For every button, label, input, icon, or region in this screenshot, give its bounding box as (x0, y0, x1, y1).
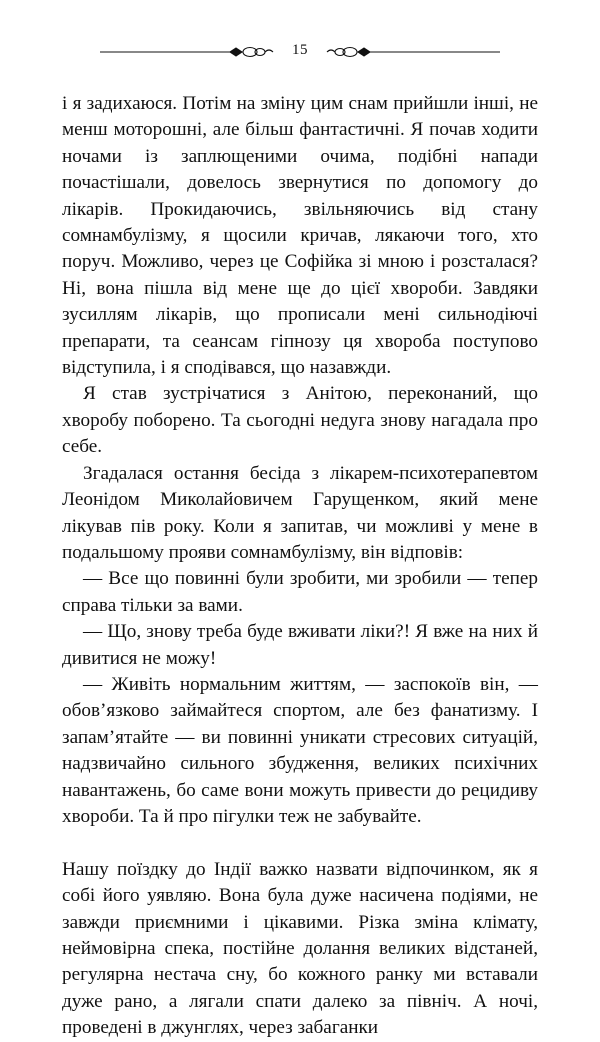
dialogue-line: — Що, знову треба буде вживати ліки?! Я вже на них й дивитися не можу! (62, 621, 538, 669)
page-header (60, 36, 540, 66)
paragraph: Згадалася остання бесіда з лікарем-психотерапевтом Леонідом Миколайовичем Гарущенком, який мене лікував пів року. Коли я запитав, чи можливі у мене в подальшому прояви сомнамбулізму, він відповів: (62, 462, 538, 563)
paragraph: і я задихаюся. Потім на зміну цим снам прийшли інші, не менш моторошні, але більш фантастичні. Я почав ходити ночами із заплющеними очима, подібні напади почастішали, довелось звернутися по допомогу до лікарів. Прокидаючись, звільняючись від стану сомнамбулізму, я щосили кричав, лякаючи того, хто поруч. Можливо, через це Софійка зі мною і розсталася? Ні, вона пішла від мене ще до цієї хвороби. Завдяки зусиллям лікарів, що прописали мені сильнодіючі препарати, та сеансам гіпнозу ця хвороба поступово відступила, і я сподівався, що назавжди. (62, 93, 538, 379)
dialogue-line: — Все що повинні були зробити, ми зробили — тепер справа тільки за вами. (62, 568, 538, 616)
body-text (62, 91, 538, 1042)
paragraph: Я став зустрічатися з Анітою, переконаний, що хворобу поборено. Та сьогодні недуга знову нагадала про себе. (62, 383, 538, 458)
dialogue-line: — Живіть нормальним життям, — заспокоїв він, — обов’язково займайтеся спортом, але без фанатизму. І запам’ятайте — ви повинні уникати стресових ситуацій, надзвичайно сильного збудження, великих психічних навантажень, бо саме вони можуть привести до рецидиву хвороби. Та й про пігулки теж не забувайте. (62, 673, 538, 827)
page-number: 15 (292, 42, 308, 58)
paragraph: Нашу поїздку до Індії важко назвати відпочинком, як я собі його уявляю. Вона була дуже насичена подіями, не завжди приємними і цікавими. Різка зміна клімату, неймовірна спека, постійне долання великих відстаней, регулярна нестача сну, бо кожного ранку ми вставали дуже рано, а лягали спати далеко за північ. А ночі, проведені в джунглях, через забаганки (62, 858, 538, 1039)
